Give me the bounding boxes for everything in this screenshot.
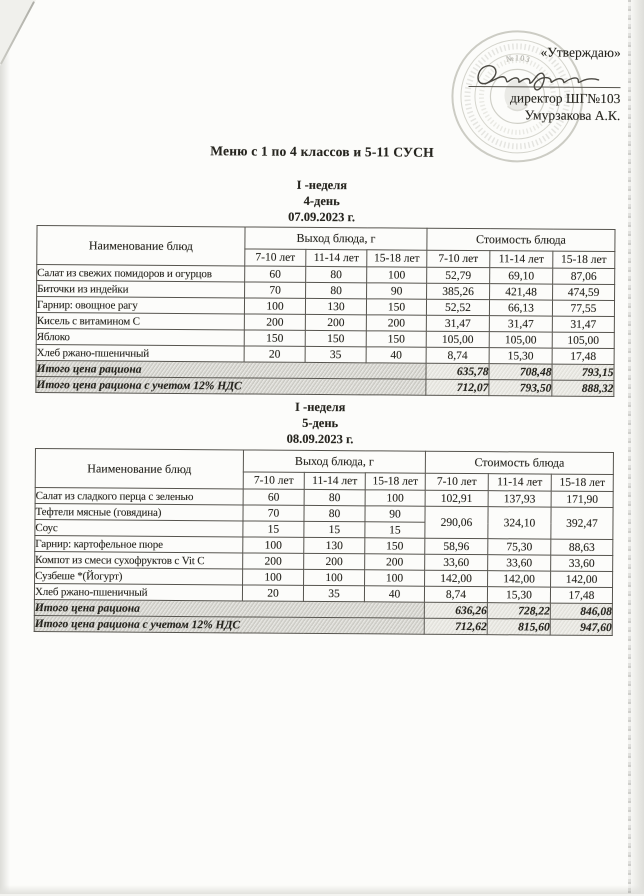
approval-name: Умурзакова А.К. xyxy=(524,107,621,124)
weight-cell: 150 xyxy=(365,538,425,554)
weight-cell: 150 xyxy=(244,330,305,346)
cost-cell: 142,00 xyxy=(488,571,551,587)
column-header-age-cost: 15-18 лет xyxy=(551,474,613,491)
column-header-cost: Стоимость блюда xyxy=(427,228,615,251)
total-value-cell: 728,22 xyxy=(487,603,550,619)
weight-cell: 15 xyxy=(365,522,425,538)
dish-name-cell: Хлеб ржано-пшеничный xyxy=(36,345,244,362)
cost-cell: 105,00 xyxy=(552,332,614,348)
weight-cell: 200 xyxy=(243,553,304,569)
column-header-age-output: 11-14 лет xyxy=(304,472,365,489)
cost-cell: 385,26 xyxy=(427,283,490,299)
cost-cell: 33,60 xyxy=(488,555,551,571)
cost-cell: 33,60 xyxy=(425,554,488,570)
weight-cell: 130 xyxy=(304,537,365,553)
weight-cell: 15 xyxy=(243,521,304,537)
cost-cell: 171,90 xyxy=(551,491,613,507)
cost-cell: 31,47 xyxy=(426,315,489,331)
day-label: 5-день xyxy=(302,415,339,431)
total-value-cell: 815,60 xyxy=(487,619,550,635)
weight-cell: 70 xyxy=(245,282,306,298)
weight-cell: 80 xyxy=(306,266,367,282)
column-header-age-cost: 11-14 лет xyxy=(490,251,553,268)
stamp-number-text: №103 xyxy=(505,53,532,65)
week-label: I -неделя xyxy=(295,399,346,415)
weight-cell: 100 xyxy=(243,569,304,585)
cost-cell: 66,13 xyxy=(489,300,552,316)
total-value-cell: 636,26 xyxy=(424,602,487,618)
dish-name-cell: Гарнир: овощное рагу xyxy=(36,297,244,314)
cost-cell: 87,06 xyxy=(553,268,615,284)
section-heading xyxy=(31,397,609,449)
column-header-dish: Наименование блюд xyxy=(37,226,245,266)
weight-cell: 200 xyxy=(366,315,426,331)
weight-cell: 100 xyxy=(365,570,425,586)
day-label: 4-день xyxy=(303,193,340,209)
cost-cell: 15,30 xyxy=(487,587,550,603)
weight-cell: 90 xyxy=(365,506,425,522)
total-value-cell: 708,48 xyxy=(489,364,552,380)
cost-cell: 69,10 xyxy=(490,268,553,284)
date-label: 08.09.2023 г. xyxy=(286,431,354,447)
cost-cell: 324,10 xyxy=(488,507,551,539)
column-header-age-cost: 15-18 лет xyxy=(553,251,615,268)
total-row-label-cell: Итого цена рациона xyxy=(34,600,424,619)
column-header-age-output: 11-14 лет xyxy=(306,249,367,266)
weight-cell: 200 xyxy=(365,554,425,570)
total-value-cell: 712,62 xyxy=(424,618,487,634)
cost-cell: 77,55 xyxy=(552,300,614,316)
weight-cell: 130 xyxy=(305,298,366,314)
weight-cell: 60 xyxy=(245,266,306,282)
total-row xyxy=(36,377,614,397)
scan-bottom-edge xyxy=(0,885,644,894)
column-header-age-output: 15-18 лет xyxy=(367,250,427,267)
signature-line xyxy=(469,61,621,88)
date-label: 07.09.2023 г. xyxy=(288,209,356,225)
weight-cell: 100 xyxy=(365,490,425,506)
weight-cell: 35 xyxy=(303,585,364,601)
cost-cell: 421,48 xyxy=(490,284,553,300)
total-vat-row-label-cell: Итого цена рациона с учетом 12% НДС xyxy=(34,616,424,635)
dish-name-cell: Тефтели мясные (говядина) xyxy=(35,504,243,521)
dish-name-cell: Кисель с витамином С xyxy=(36,313,244,330)
menu-table-day4 xyxy=(35,225,615,397)
weight-cell: 80 xyxy=(304,505,365,521)
weight-cell: 100 xyxy=(304,569,365,585)
total-row-label-cell: Итого цена рациона xyxy=(36,361,426,380)
dish-name-cell: Сузбеше *(Йогурт) xyxy=(35,568,243,585)
weight-cell: 70 xyxy=(243,505,304,521)
column-header-cost: Стоимость блюда xyxy=(425,451,613,474)
cost-cell: 15,30 xyxy=(489,348,552,364)
scan-left-edge xyxy=(0,0,10,894)
page-title: Меню с 1 по 4 классов и 5-11 СУСН xyxy=(210,143,434,160)
column-header-output: Выход блюда, г xyxy=(245,227,427,250)
cost-cell: 137,93 xyxy=(488,491,551,507)
weight-cell: 200 xyxy=(244,314,305,330)
weight-cell: 60 xyxy=(243,489,304,505)
weight-cell: 40 xyxy=(364,586,424,602)
cost-cell: 105,00 xyxy=(489,332,552,348)
cost-cell: 17,48 xyxy=(550,587,612,603)
dish-name-cell: Хлеб ржано-пшеничный xyxy=(34,584,242,601)
total-value-cell: 793,50 xyxy=(489,380,552,396)
cost-cell: 31,47 xyxy=(489,316,552,332)
weight-cell: 150 xyxy=(366,331,426,347)
dish-name-cell: Компот из смеси сухофруктов с Vit C xyxy=(35,552,243,569)
column-header-age-cost: 7-10 лет xyxy=(427,250,490,267)
total-value-cell: 846,08 xyxy=(550,603,612,619)
cost-cell: 88,63 xyxy=(551,539,613,555)
approval-quote: «Утверждаю» xyxy=(540,44,621,61)
weight-cell: 100 xyxy=(243,537,304,553)
dish-name-cell: Салат из сладкого перца с зеленью xyxy=(35,488,243,505)
dish-name-cell: Биточки из индейки xyxy=(37,281,245,298)
weight-cell: 80 xyxy=(306,282,367,298)
column-header-age-cost: 11-14 лет xyxy=(488,474,551,491)
dish-name-cell: Яблоко xyxy=(36,329,244,346)
total-row xyxy=(34,616,612,636)
column-header-age-output: 7-10 лет xyxy=(243,472,304,489)
weight-cell: 150 xyxy=(305,330,366,346)
cost-cell: 474,59 xyxy=(553,284,615,300)
cost-cell: 52,52 xyxy=(426,299,489,315)
weight-cell: 100 xyxy=(244,298,305,314)
cost-cell: 102,91 xyxy=(425,490,488,506)
total-value-cell: 712,07 xyxy=(426,379,489,395)
cost-cell: 17,48 xyxy=(552,348,614,364)
cost-cell: 58,96 xyxy=(425,538,488,554)
cost-cell: 392,47 xyxy=(551,507,613,539)
weight-cell: 40 xyxy=(366,347,426,363)
column-header-age-output: 7-10 лет xyxy=(245,249,306,266)
weight-cell: 150 xyxy=(366,299,426,315)
cost-cell: 31,47 xyxy=(552,316,614,332)
cost-cell: 8,74 xyxy=(426,347,489,363)
approval-block xyxy=(468,43,621,124)
signature-icon xyxy=(472,61,612,92)
section-heading xyxy=(33,175,611,227)
cost-cell: 142,00 xyxy=(425,570,488,586)
dish-name-cell: Соус xyxy=(35,520,243,537)
dish-name-cell: Салат из свежих помидоров и огурцов xyxy=(37,265,245,282)
cost-cell: 142,00 xyxy=(551,571,613,587)
week-label: I -неделя xyxy=(296,177,348,193)
total-value-cell: 888,32 xyxy=(552,380,614,396)
weight-cell: 35 xyxy=(305,346,366,362)
dish-name-cell: Гарнир: картофельное пюре xyxy=(35,536,243,553)
column-header-output: Выход блюда, г xyxy=(243,450,425,473)
cost-cell: 75,30 xyxy=(488,539,551,555)
total-vat-row-label-cell: Итого цена рациона с учетом 12% НДС xyxy=(36,377,426,396)
column-header-dish: Наименование блюд xyxy=(35,449,243,489)
column-header-age-output: 15-18 лет xyxy=(365,473,425,490)
weight-cell: 90 xyxy=(367,283,427,299)
total-value-cell: 635,78 xyxy=(426,363,489,379)
total-value-cell: 793,15 xyxy=(552,364,614,380)
cost-cell: 8,74 xyxy=(424,586,487,602)
cost-cell: 105,00 xyxy=(426,331,489,347)
weight-cell: 20 xyxy=(242,585,303,601)
approval-role: директор ШГ№103 xyxy=(510,90,621,107)
cost-cell: 33,60 xyxy=(551,555,613,571)
cost-cell: 290,06 xyxy=(425,506,488,538)
weight-cell: 80 xyxy=(304,489,365,505)
weight-cell: 200 xyxy=(304,553,365,569)
scan-right-edge-texture xyxy=(628,0,631,894)
weight-cell: 100 xyxy=(367,267,427,283)
weight-cell: 20 xyxy=(244,346,305,362)
weight-cell: 15 xyxy=(304,521,365,537)
column-header-age-cost: 7-10 лет xyxy=(425,473,488,490)
menu-table-day5 xyxy=(34,448,614,636)
weight-cell: 200 xyxy=(305,314,366,330)
cost-cell: 52,79 xyxy=(427,267,490,283)
total-value-cell: 947,60 xyxy=(550,619,612,635)
